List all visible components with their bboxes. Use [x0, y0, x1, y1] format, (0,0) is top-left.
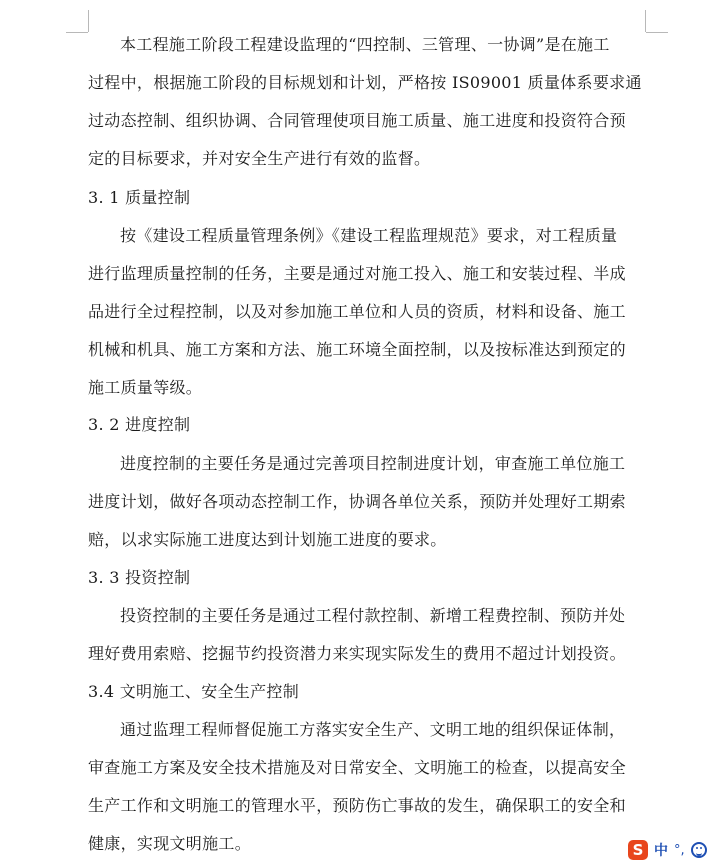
paragraph-line: 进行监理质量控制的任务，主要是通过对施工投入、施工和安装过程、半成 — [88, 264, 626, 283]
paragraph-line: 理好费用索赔、挖掘节约投资潜力来实现实际发生的费用不超过计划投资。 — [88, 644, 626, 663]
paragraph-line: 过动态控制、组织协调、合同管理使项目施工质量、施工进度和投资符合预 — [88, 111, 626, 130]
paragraph-line: 健康，实现文明施工。 — [88, 834, 252, 853]
paragraph-line: 过程中，根据施工阶段的目标规划和计划，严格按 IS09001 质量体系要求通 — [88, 73, 642, 92]
paragraph-line: 机械和机具、施工方案和方法、施工环境全面控制，以及按标准达到预定的 — [88, 340, 626, 359]
paragraph-line: 生产工作和文明施工的管理水平，预防伤亡事故的发生，确保职工的安全和 — [88, 796, 626, 815]
ime-toolbar[interactable] — [622, 832, 714, 868]
paragraph-line: 施工质量等级。 — [88, 378, 203, 397]
paragraph-line: 赔，以求实际施工进度达到计划施工进度的要求。 — [88, 530, 447, 549]
emoji-mouth — [696, 850, 702, 856]
ime-punctuation-toggle[interactable]: °, — [674, 842, 685, 858]
section-heading: 3. 3 投资控制 — [88, 568, 191, 587]
paragraph-line: 通过监理工程师督促施工方落实安全生产、文明工地的组织保证体制， — [120, 720, 626, 739]
paragraph-line: 审查施工方案及安全技术措施及对日常安全、文明施工的检查，以提高安全 — [88, 758, 626, 777]
section-heading: 3. 2 进度控制 — [88, 415, 191, 434]
paragraph-line: 进度计划，做好各项动态控制工作，协调各单位关系，预防并处理好工期索 — [88, 492, 626, 511]
paragraph-line: 投资控制的主要任务是通过工程付款控制、新增工程费控制、预防并处 — [120, 606, 626, 625]
section-heading: 3.4 文明施工、安全生产控制 — [88, 682, 300, 701]
emoji-icon[interactable] — [691, 842, 707, 858]
paragraph-line: 进度控制的主要任务是通过完善项目控制进度计划，审查施工单位施工 — [120, 454, 626, 473]
crop-mark-top-right-h — [646, 32, 668, 33]
paragraph-line: 按《建设工程质量管理条例》《建设工程监理规范》要求，对工程质量 — [120, 226, 618, 245]
ime-mode-toggle[interactable]: 中 — [654, 843, 668, 859]
paragraph-line: 品进行全过程控制，以及对参加施工单位和人员的资质，材料和设备、施工 — [88, 302, 626, 321]
paragraph-line: 本工程施工阶段工程建设监理的“四控制、三管理、一协调”是在施工 — [120, 35, 610, 54]
crop-mark-top-left-v — [88, 10, 89, 32]
paragraph-line: 定的目标要求，并对安全生产进行有效的监督。 — [88, 149, 431, 168]
section-heading: 3. 1 质量控制 — [88, 188, 191, 207]
sogou-logo-icon[interactable]: S — [628, 840, 648, 860]
crop-mark-top-left-h — [66, 32, 88, 33]
